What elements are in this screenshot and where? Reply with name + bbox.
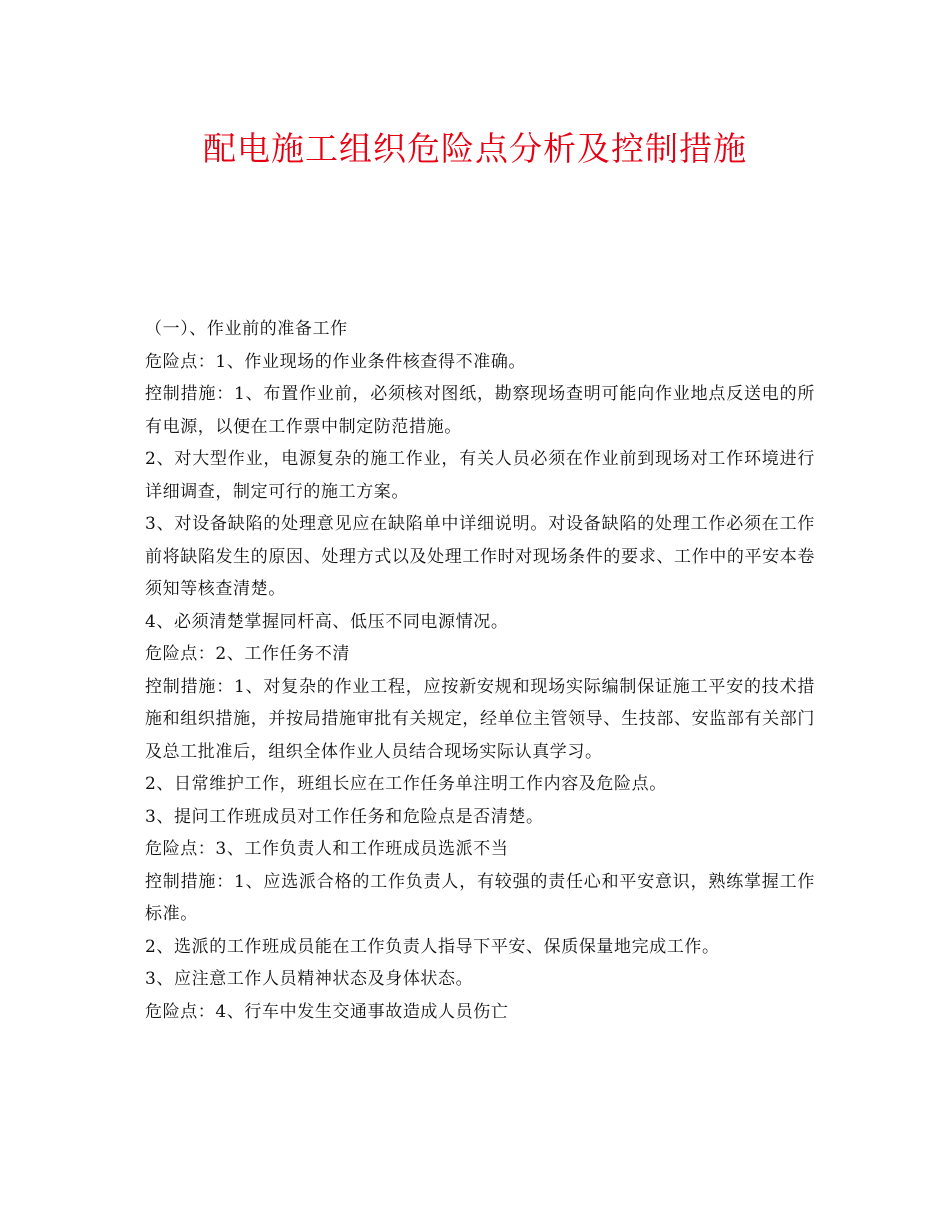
control-measure-1-1: 控制措施：1、布置作业前，必须核对图纸，勘察现场查明可能向作业地点反送电的所有电源，以便在工作票中制定防范措施。 <box>145 384 815 437</box>
control-measure-2-1: 控制措施：1、对复杂的作业工程，应按新安规和现场实际编制保证施工平安的技术措施和组织措施，并按局措施审批有关规定，经单位主管领导、生技部、安监部有关部门及总工批准后，组织全体作业人员结合现场实际认真学习。 <box>145 676 815 762</box>
section-heading: （一）、作业前的准备工作 <box>145 319 348 339</box>
control-measure-1-3: 3、对设备缺陷的处理意见应在缺陷单中详细说明。对设备缺陷的处理工作必须在工作前将缺陷发生的原因、处理方式以及处理工作时对现场条件的要求、工作中的平安本卷须知等核查清楚。 <box>145 514 815 599</box>
document-body <box>145 313 815 1028</box>
control-measure-1-2: 2、对大型作业，电源复杂的施工作业，有关人员必须在作业前到现场对工作环境进行详细调查，制定可行的施工方案。 <box>145 449 815 502</box>
control-measure-3-1: 控制措施：1、应选派合格的工作负责人，有较强的责任心和平安意识，熟练掌握工作标准。 <box>145 871 815 924</box>
hazard-point-4: 危险点：4、行车中发生交通事故造成人员伤亡 <box>145 1001 509 1022</box>
control-measure-1-4: 4、必须清楚掌握同杆高、低压不同电源情况。 <box>145 611 509 632</box>
document-title: 配电施工组织危险点分析及控制措施 <box>203 129 747 168</box>
control-measure-2-3: 3、提问工作班成员对工作任务和危险点是否清楚。 <box>145 806 544 827</box>
hazard-point-1: 危险点：1、作业现场的作业条件核查得不准确。 <box>145 351 527 372</box>
control-measure-2-2: 2、日常维护工作，班组长应在工作任务单注明工作内容及危险点。 <box>145 774 667 794</box>
hazard-point-2: 危险点：2、工作任务不清 <box>145 644 351 664</box>
control-measure-3-2: 2、选派的工作班成员能在工作负责人指导下平安、保质保量地完成工作。 <box>145 936 720 957</box>
control-measure-3-3: 3、应注意工作人员精神状态及身体状态。 <box>145 969 474 989</box>
hazard-point-3: 危险点：3、工作负责人和工作班成员选派不当 <box>145 839 509 859</box>
